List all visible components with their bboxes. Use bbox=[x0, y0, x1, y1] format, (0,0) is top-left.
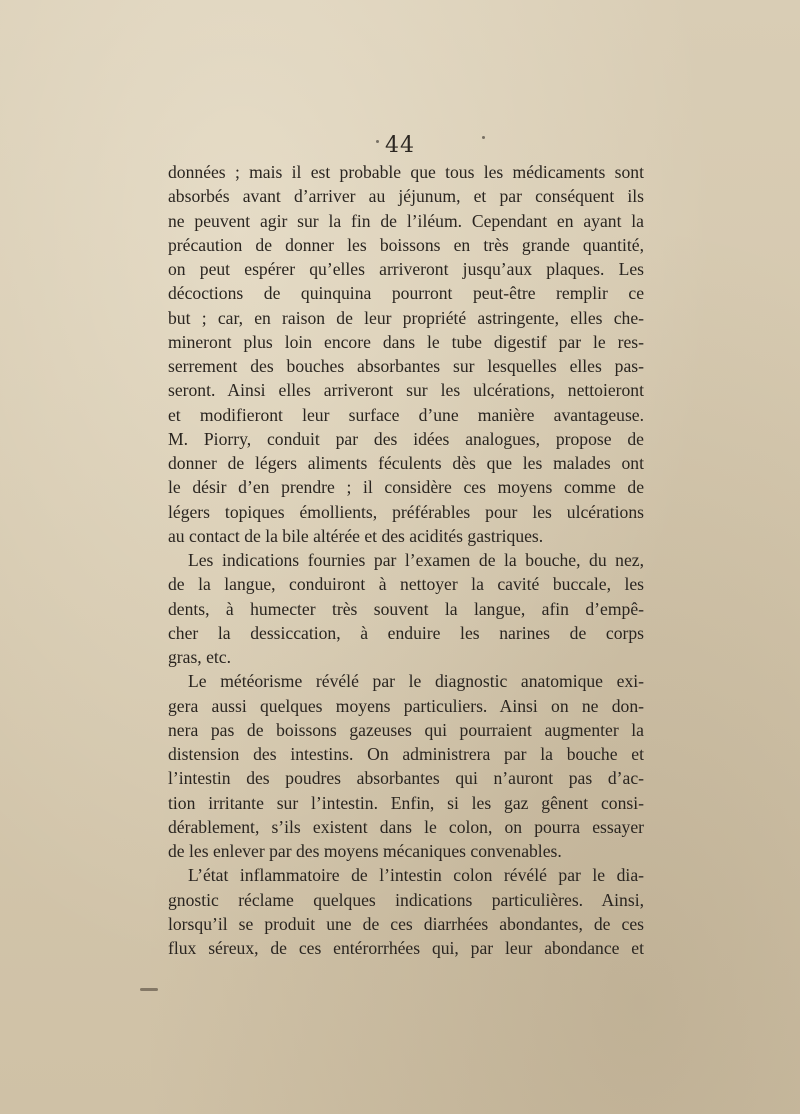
text-line: de les enlever par des moyens mécaniques convenables. bbox=[168, 841, 562, 861]
text-line: précaution de donner les boissons en très grande quantité, bbox=[168, 234, 644, 255]
text-line: but ; car, en raison de leur propriété astringente, elles che- bbox=[168, 307, 644, 328]
text-line: et modifieront leur surface d’une manière avantageuse. bbox=[168, 404, 644, 425]
body-text bbox=[168, 160, 644, 960]
ink-speck bbox=[482, 136, 485, 139]
text-line: décoctions de quinquina pourront peut-être remplir ce bbox=[168, 283, 644, 304]
text-line: au contact de la bile altérée et des acidités gastriques. bbox=[168, 525, 544, 546]
text-line: lorsqu’il se produit une de ces diarrhées abondantes, de ces bbox=[168, 913, 644, 934]
text-line: seront. Ainsi elles arriveront sur les ulcérations, nettoieront bbox=[168, 380, 644, 401]
text-line: donner de légers aliments féculents dès que les malades ont bbox=[168, 453, 644, 473]
text-line: mineront plus loin encore dans le tube digestif par le res- bbox=[168, 331, 644, 352]
text-line: ne peuvent agir sur la fin de l’iléum. Cependant en ayant la bbox=[168, 210, 644, 231]
ink-stain bbox=[140, 988, 158, 991]
text-line: gnostic réclame quelques indications particulières. Ainsi, bbox=[168, 889, 644, 910]
text-line: on peut espérer qu’elles arriveront jusqu’aux plaques. Les bbox=[168, 259, 644, 279]
text-line: données ; mais il est probable que tous les médicaments sont bbox=[168, 162, 644, 182]
text-line: M. Piorry, conduit par des idées analogues, propose de bbox=[168, 428, 644, 449]
text-line: distension des intestins. On administrera par la bouche et bbox=[168, 744, 644, 764]
text-line: nera pas de boissons gazeuses qui pourraient augmenter la bbox=[168, 719, 644, 740]
text-line: serrement des bouches absorbantes sur lesquelles elles pas- bbox=[168, 356, 644, 376]
text-line: dérablement, s’ils existent dans le colon, on pourra essayer bbox=[168, 816, 644, 837]
text-line: gera aussi quelques moyens particuliers. Ainsi on ne don- bbox=[168, 695, 644, 716]
ink-speck bbox=[376, 140, 379, 143]
text-line: L’état inflammatoire de l’intestin colon révélé par le dia- bbox=[188, 865, 644, 886]
text-line: cher la dessiccation, à enduire les narines de corps bbox=[168, 622, 644, 643]
text-line: le désir d’en prendre ; il considère ces moyens comme de bbox=[168, 477, 644, 498]
text-line: Les indications fournies par l’examen de la bouche, du nez, bbox=[188, 550, 644, 570]
text-line: gras, etc. bbox=[168, 647, 232, 667]
page-number: 44 bbox=[385, 133, 415, 158]
text-line: de la langue, conduiront à nettoyer la cavité buccale, les bbox=[168, 574, 644, 595]
text-line: flux séreux, de ces entérorrhées qui, par leur abondance et bbox=[168, 938, 644, 958]
text-line: Le météorisme révélé par le diagnostic anatomique exi- bbox=[188, 671, 644, 692]
text-line: dents, à humecter très souvent la langue, afin d’empê- bbox=[168, 598, 644, 619]
text-line: légers topiques émollients, préférables pour les ulcérations bbox=[168, 501, 644, 522]
text-line: l’intestin des poudres absorbantes qui n’auront pas d’ac- bbox=[168, 768, 644, 789]
text-line: tion irritante sur l’intestin. Enfin, si les gaz gênent consi- bbox=[168, 792, 644, 813]
text-line: absorbés avant d’arriver au jéjunum, et par conséquent ils bbox=[168, 186, 644, 207]
